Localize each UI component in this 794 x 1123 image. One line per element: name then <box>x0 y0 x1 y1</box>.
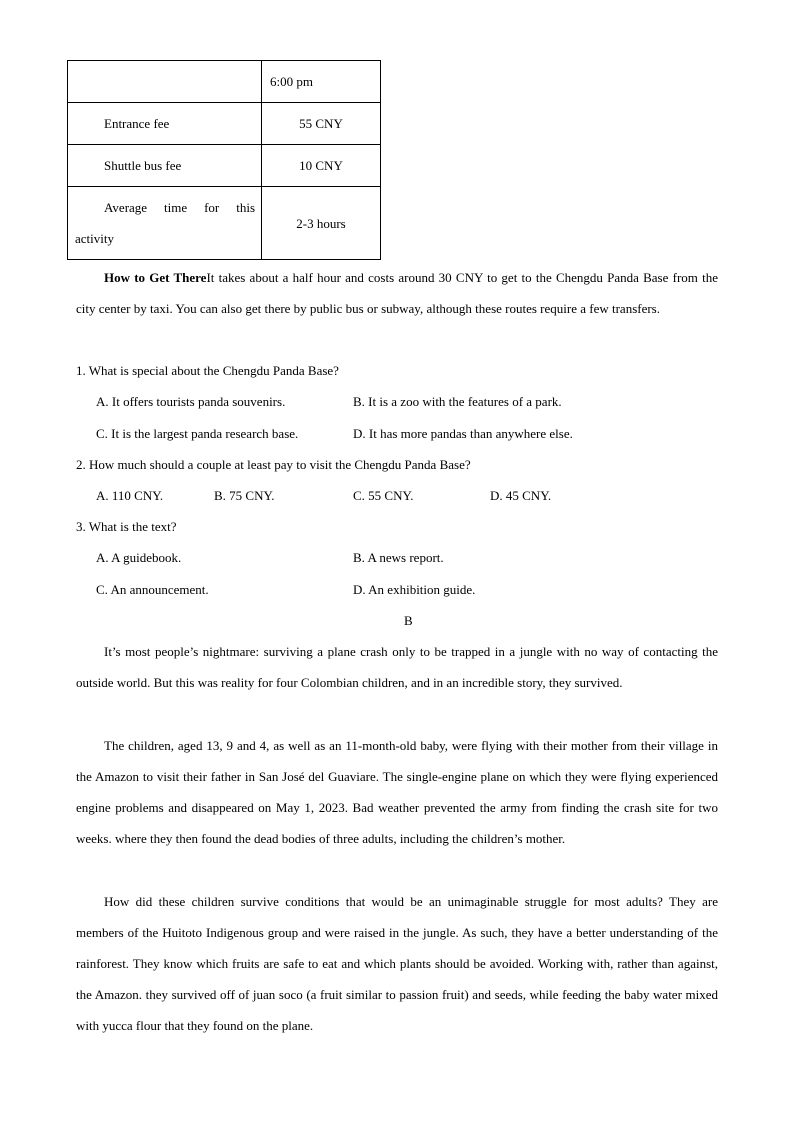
table-cell-value: 6:00 pm <box>262 61 381 103</box>
question-2-stem: 2. How much should a couple at least pay to visit the Chengdu Panda Base? <box>76 457 471 472</box>
shuttle-bus-fee-value: 10 CNY <box>262 145 381 187</box>
question-2-option-d: D. 45 CNY. <box>490 488 552 503</box>
activity-info-table <box>67 60 381 260</box>
passage-paragraph-2: The children, aged 13, 9 and 4, as well as an 11-month-old baby, were flying with their mother from their village in the Amazon to visit their father in San José del Guaviare. The single-engine plane on which they were flying experienced engine problems and disappeared on May 1, 2023. Bad weather prevented the army from finding the crash site for two weeks. where they then found the dead bodies of three adults, including the children’s mother. <box>76 738 718 846</box>
question-1-option-d: D. It has more pandas than anywhere else. <box>353 426 573 441</box>
question-2-option-b: B. 75 CNY. <box>214 488 275 503</box>
passage-paragraph-1: It’s most people’s nightmare: surviving a plane crash only to be trapped in a jungle with no way of contacting the outside world. But this was reality for four Colombian children, and in an incredible story, they survived. <box>76 644 718 690</box>
question-3-option-a: A. A guidebook. <box>96 550 182 565</box>
question-3-stem: 3. What is the text? <box>76 519 177 534</box>
question-3-option-c: C. An announcement. <box>96 582 209 597</box>
how-to-heading: How to Get There <box>104 270 207 285</box>
table-cell-label <box>68 145 262 187</box>
how-to-text: It takes about a half hour and costs around 30 CNY to get to the Chengdu Panda Base from the city center by taxi. You can also get there by public bus or subway, although these routes require a few transfers. <box>76 270 718 316</box>
shuttle-bus-fee-label: Shuttle bus fee <box>104 158 182 173</box>
section-label: B <box>404 613 413 628</box>
question-3-option-b: B. A news report. <box>353 550 444 565</box>
question-2-option-a: A. 110 CNY. <box>96 488 164 503</box>
how-to-get-there-paragraph <box>76 262 718 324</box>
passage-paragraph-3: How did these children survive conditions that would be an unimaginable struggle for most adults? They are members of the Huitoto Indigenous group and were raised in the jungle. As such, they have a better understanding of the rainforest. They know which fruits are safe to eat and which plants should be avoided. Working with, rather than against, the Amazon. they survived off of juan soco (a fruit similar to passion fruit) and seeds, while feeding the baby water mixed with yucca flour that they found on the plane. <box>76 894 718 1033</box>
average-time-label-line2: activity <box>75 231 114 246</box>
question-2-option-c: C. 55 CNY. <box>353 488 414 503</box>
table-cell-label <box>68 103 262 145</box>
average-time-value: 2-3 hours <box>262 187 381 260</box>
average-time-label-line1: Average time for this <box>104 200 255 215</box>
table-cell-label <box>68 187 262 260</box>
question-1-option-a: A. It offers tourists panda souvenirs. <box>96 394 286 409</box>
question-1-option-b: B. It is a zoo with the features of a park. <box>353 394 562 409</box>
table-row <box>68 103 381 145</box>
table-row <box>68 145 381 187</box>
entrance-fee-label: Entrance fee <box>104 116 170 131</box>
entrance-fee-value: 55 CNY <box>262 103 381 145</box>
question-1-option-c: C. It is the largest panda research base. <box>96 426 299 441</box>
table-row <box>68 61 381 103</box>
question-3-option-d: D. An exhibition guide. <box>353 582 476 597</box>
table-row <box>68 187 381 260</box>
table-cell-label <box>68 61 262 103</box>
question-1-stem: 1. What is special about the Chengdu Panda Base? <box>76 363 339 378</box>
